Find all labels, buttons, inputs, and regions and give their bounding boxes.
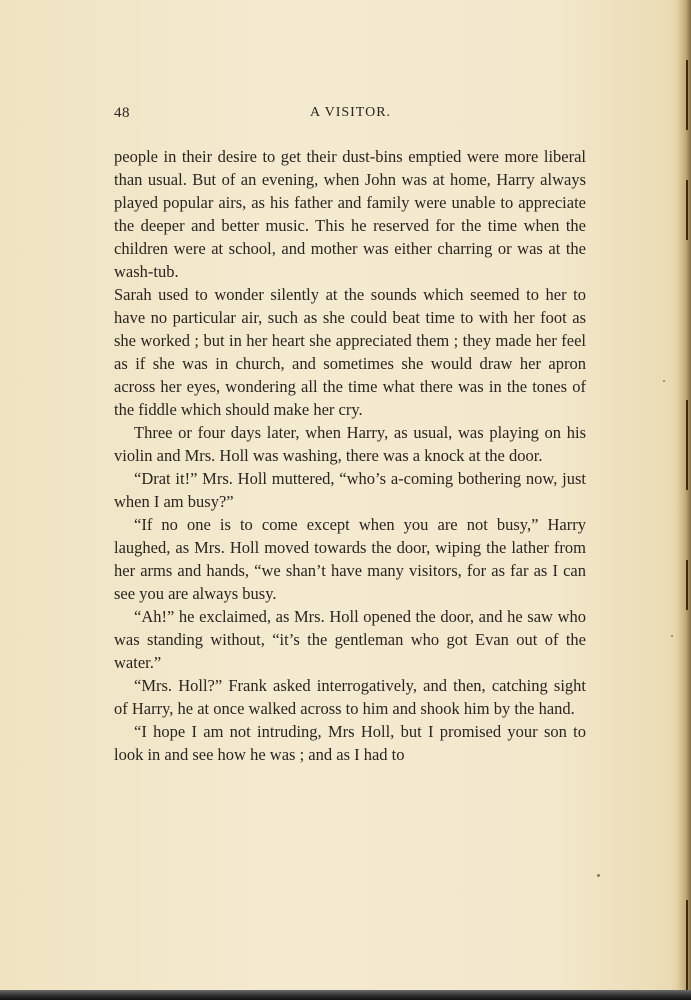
binding-edge-line xyxy=(686,400,688,490)
binding-edge-line xyxy=(686,900,688,990)
paragraph: Sarah used to wonder silently at the sounds which seemed to her to have no particular air, such as she could beat time to with her foot as she worked ; but in her heart she appreciated them ; they made her feel as if she was in church, and sometimes she would draw her apron across her eyes, wondering all the time what there was in the tones of the fiddle which should make her cry. xyxy=(114,285,586,419)
paragraph: “If no one is to come except when you are not busy,” Harry laughed, as Mrs. Holl moved towards the door, wiping the lather from her arms and hands, “we shan’t have many visitors, for as far as I can see you are always busy. xyxy=(114,515,586,603)
running-header xyxy=(114,105,586,127)
paragraph: Three or four days later, when Harry, as usual, was playing on his violin and Mrs. Holl was washing, there was a knock at the door. xyxy=(114,423,586,465)
paper-speck xyxy=(663,380,665,382)
binding-edge-line xyxy=(686,180,688,240)
paper-speck xyxy=(597,874,600,877)
paragraph: “I hope I am not intruding, Mrs Holl, but I promised your son to look in and see how he was ; and as I had to xyxy=(114,722,586,764)
running-title: A VISITOR. xyxy=(310,105,392,120)
paragraph: “Ah!” he exclaimed, as Mrs. Holl opened the door, and he saw who was standing without, “it’s the gentleman who got Evan out of the water.” xyxy=(114,607,586,672)
paragraph: “Drat it!” Mrs. Holl muttered, “who’s a-coming bothering now, just when I am busy?” xyxy=(114,469,586,511)
page-edge-shadow xyxy=(677,0,691,1000)
page-number: 48 xyxy=(114,105,130,121)
binding-edge-line xyxy=(686,60,688,130)
paragraph: “Mrs. Holl?” Frank asked interrogatively, and then, catching sight of Harry, he at once walked across to him and shook him by the hand. xyxy=(114,676,586,718)
scan-bottom-edge xyxy=(0,990,691,1000)
paragraph: people in their desire to get their dust-bins emptied were more liberal than usual. But of an evening, when John was at home, Harry always played popular airs, as his father and family were unable to appreciate the deeper and better music. This he reserved for the time when the children were at school, and mother was either charring or was at the wash-tub. xyxy=(114,147,586,281)
body-text xyxy=(114,145,586,766)
paper-speck xyxy=(671,635,673,637)
binding-edge-line xyxy=(686,560,688,610)
